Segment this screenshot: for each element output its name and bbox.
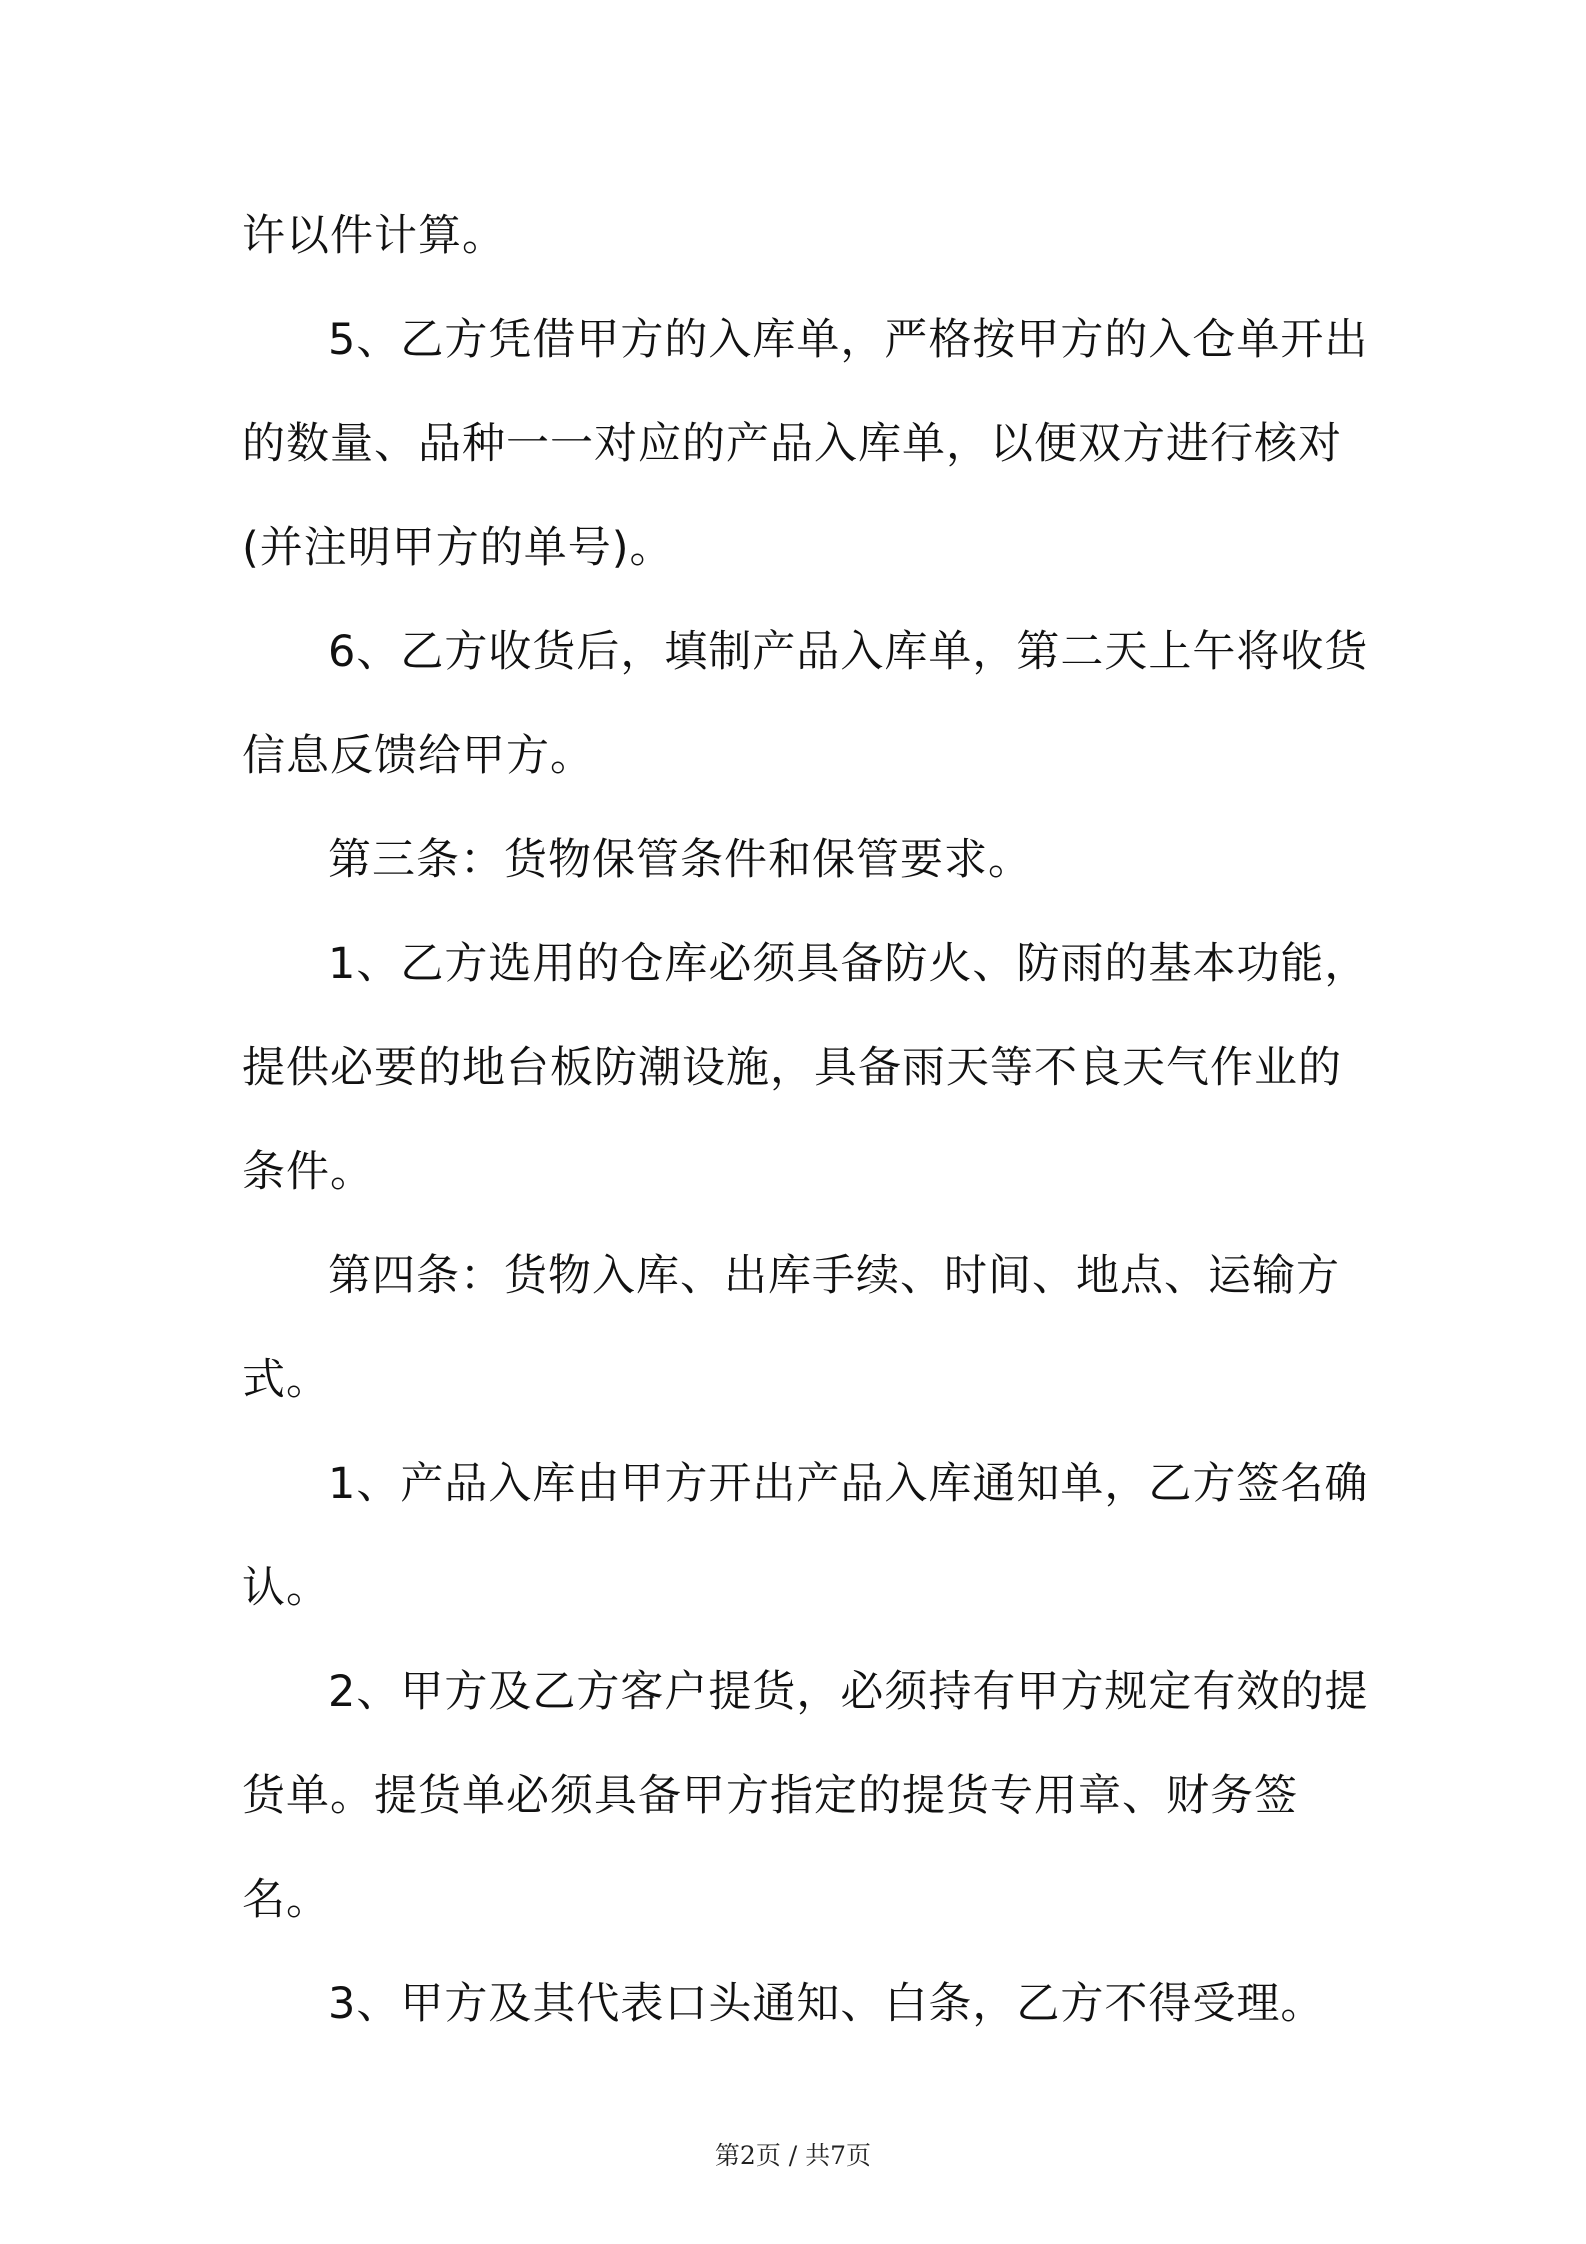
- section-heading: 第四条：货物入库、出库手续、时间、地点、运输方: [328, 1251, 1340, 1301]
- section-heading: 第三条：货物保管条件和保管要求。: [328, 835, 1032, 885]
- text-line: 1、产品入库由甲方开出产品入库通知单，乙方签名确: [328, 1459, 1369, 1509]
- text-line: 1、乙方选用的仓库必须具备防火、防雨的基本功能，: [328, 939, 1369, 989]
- page-number-label: 第2页 / 共7页: [714, 2141, 872, 2170]
- text-line: 5、乙方凭借甲方的入库单，严格按甲方的入仓单开出: [328, 315, 1369, 365]
- text-line: 条件。: [242, 1147, 374, 1197]
- text-line: (并注明甲方的单号)。: [242, 523, 674, 573]
- text-line: 2、甲方及乙方客户提货，必须持有甲方规定有效的提: [328, 1667, 1369, 1717]
- text-line: 货单。提货单必须具备甲方指定的提货专用章、财务签: [242, 1771, 1298, 1821]
- text-line: 信息反馈给甲方。: [242, 731, 594, 781]
- text-line: 式。: [242, 1355, 330, 1405]
- text-line: 许以件计算。: [242, 211, 506, 261]
- text-line: 6、乙方收货后，填制产品入库单，第二天上午将收货: [328, 627, 1369, 677]
- text-line: 3、甲方及其代表口头通知、白条，乙方不得受理。: [328, 1979, 1325, 2029]
- text-line: 名。: [242, 1875, 330, 1925]
- text-line: 提供必要的地台板防潮设施，具备雨天等不良天气作业的: [242, 1043, 1342, 1093]
- text-line: 认。: [242, 1563, 330, 1613]
- page-number-footer: [0, 2138, 1586, 2174]
- text-line: 的数量、品种一一对应的产品入库单，以便双方进行核对: [242, 419, 1342, 469]
